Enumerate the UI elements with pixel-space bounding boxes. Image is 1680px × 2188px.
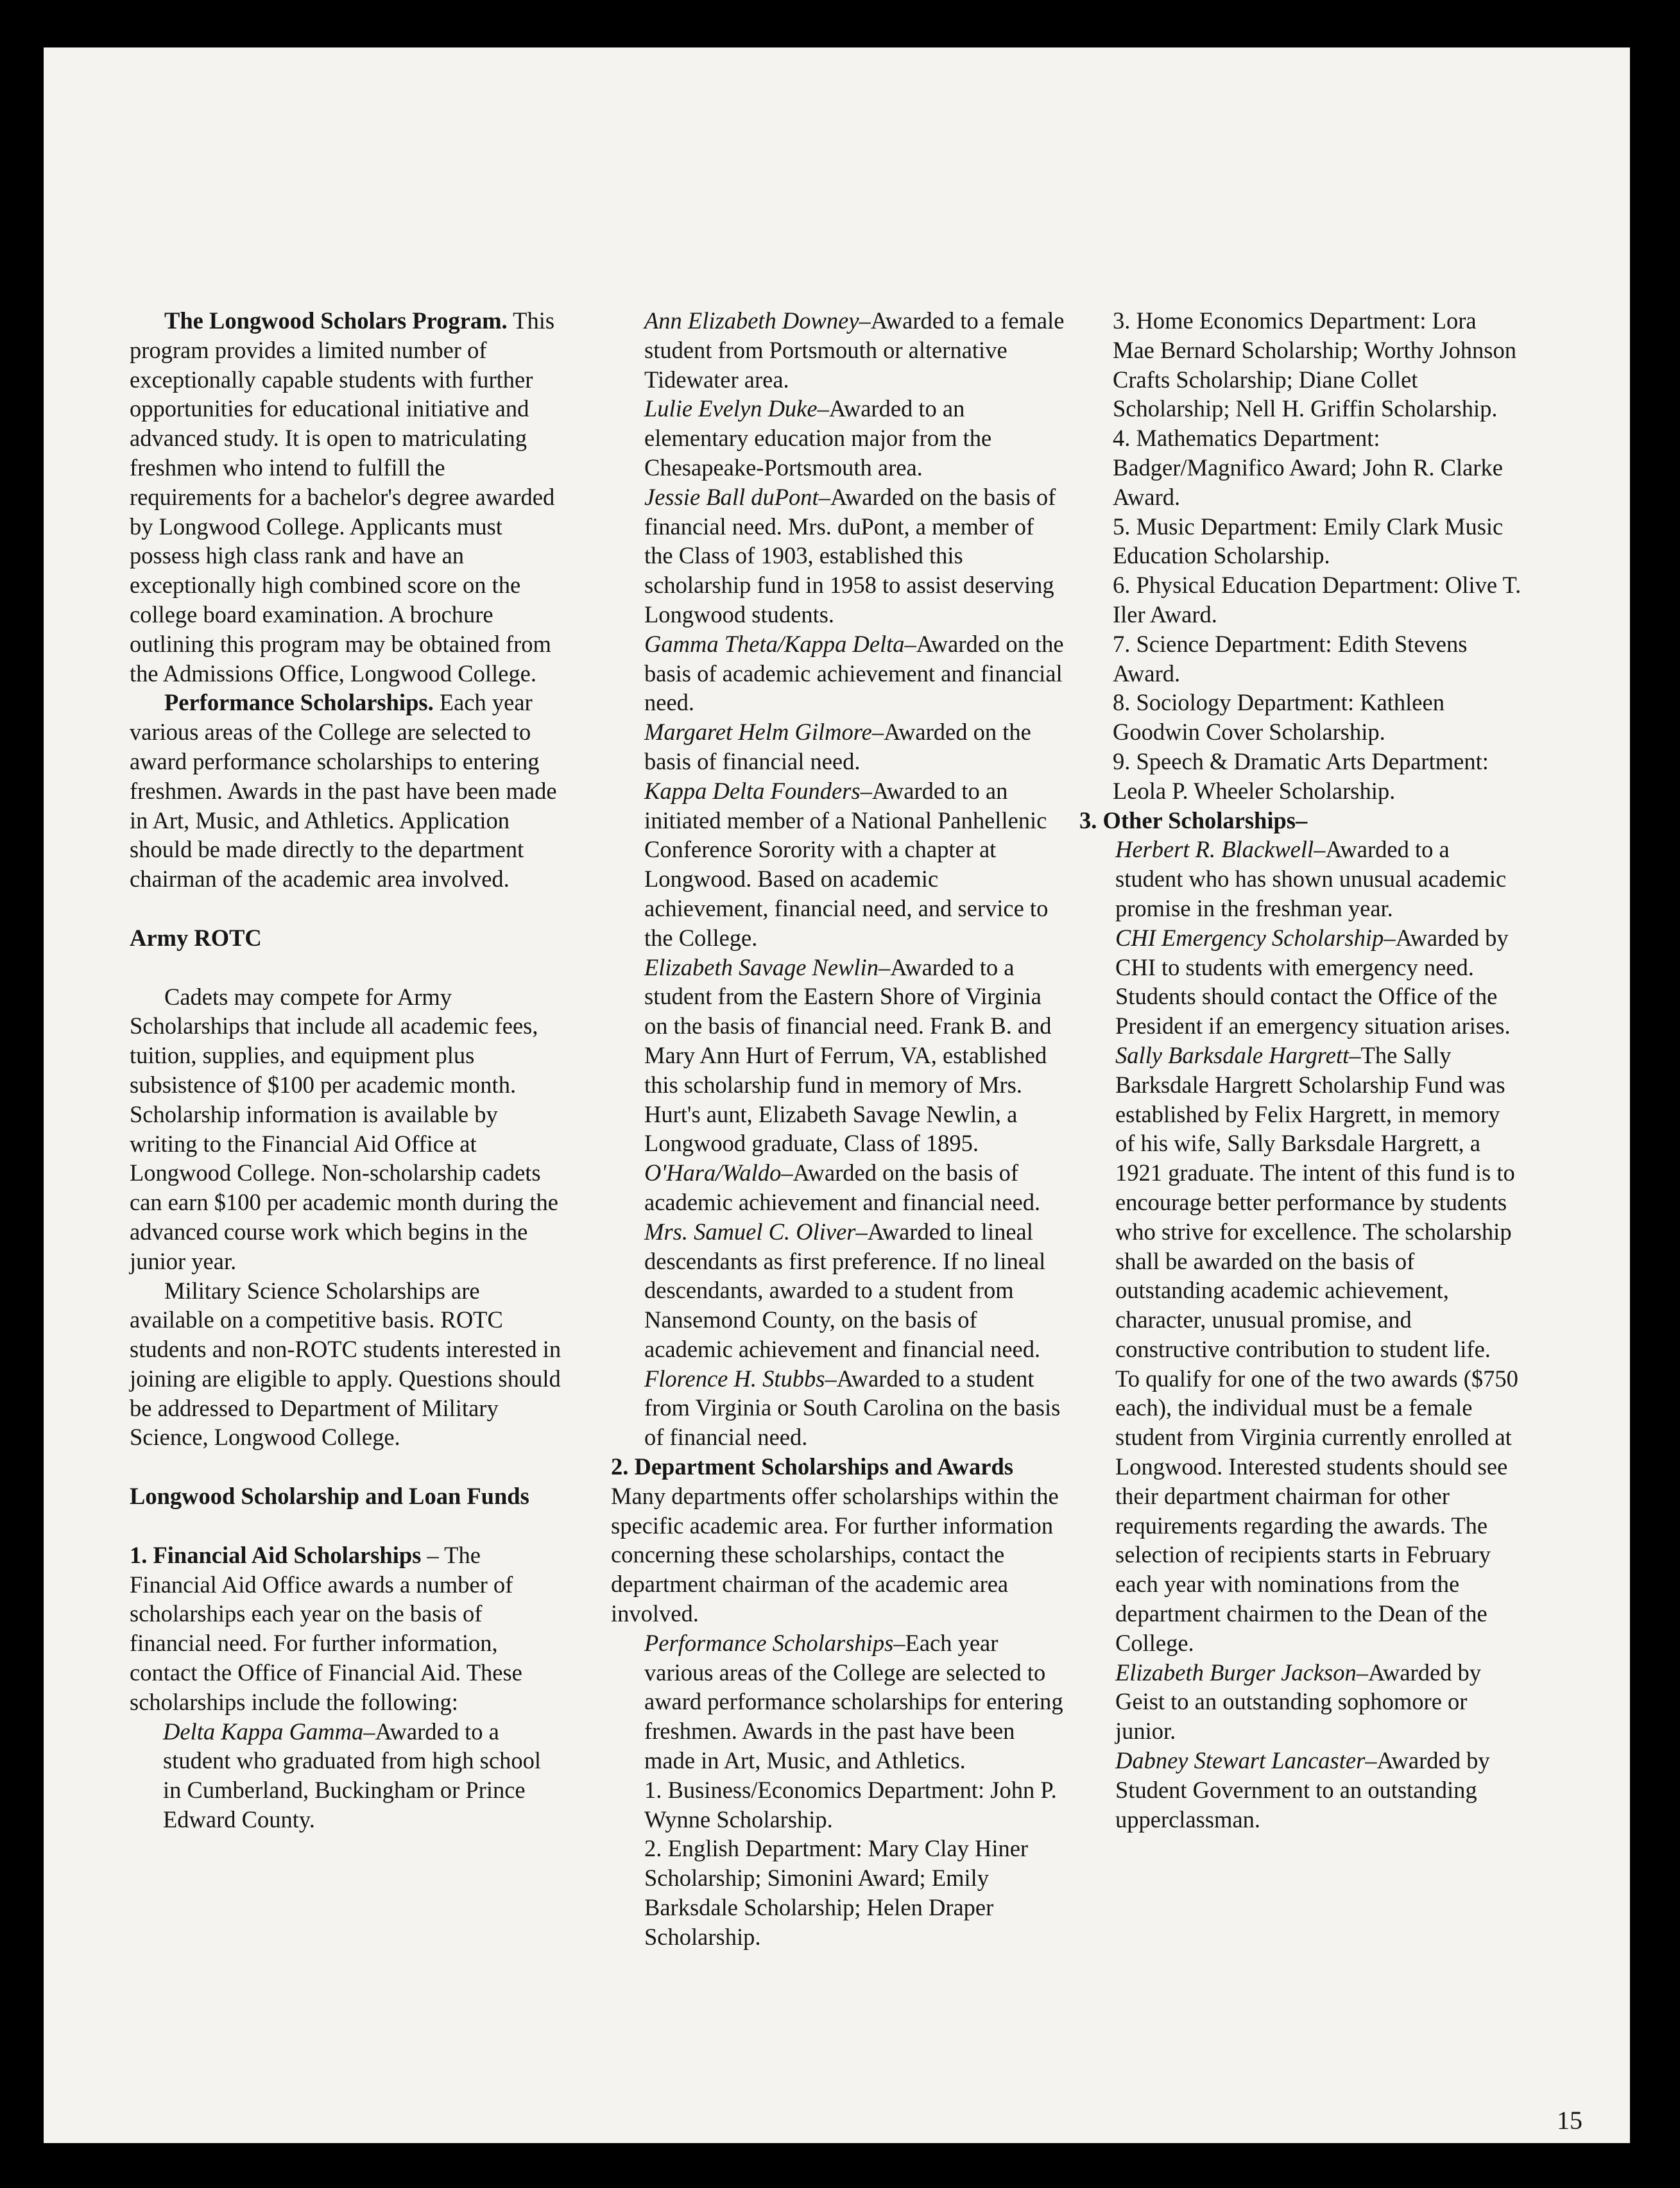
scholarship-name: Lulie Evelyn Duke bbox=[644, 395, 818, 422]
scholarship-name: Sally Barksdale Hargrett bbox=[1115, 1041, 1350, 1068]
scholarship-description: –Awarded to a student who has shown unusual academic promise in the freshman year. bbox=[1115, 836, 1507, 921]
scholarship-name: Delta Kappa Gamma bbox=[163, 1718, 364, 1745]
scholarship-name: Kappa Delta Founders bbox=[644, 777, 861, 804]
scholarship-description: –Awarded on the basis of academic achievement and financial need. bbox=[644, 1159, 1041, 1215]
page-number: 15 bbox=[1557, 2106, 1582, 2135]
scholarship-entry-newlin bbox=[611, 953, 1068, 1159]
performance-scholarships-text: Each year various areas of the College are selected to award performance scholarships to entering freshmen. Awards in the past have been made in Art, Music, and Athletics. Application should be made directly to the department chairman of the academic area involved. bbox=[130, 689, 557, 893]
scholarship-description: –Awarded to a female student from Portsmouth or alternative Tidewater area. bbox=[644, 307, 1065, 393]
other-scholarships-heading: 3. Other Scholarships– bbox=[1079, 807, 1308, 833]
department-item-home-economics: 3. Home Economics Department: Lora Mae Bernard Scholarship; Worthy Johnson Crafts Scholarship; Diane Collet Scholarship; Nell H. Griffin Scholarship. bbox=[1113, 307, 1516, 422]
scholarship-entry-blackwell bbox=[1079, 835, 1522, 923]
department-item-science: 7. Science Department: Edith Stevens Award. bbox=[1113, 630, 1468, 687]
scholarship-name: Herbert R. Blackwell bbox=[1115, 836, 1314, 863]
scholarship-entry-jackson bbox=[1079, 1658, 1522, 1746]
scholarship-entry-lancaster bbox=[1079, 1746, 1522, 1834]
column-2 bbox=[611, 306, 1068, 1952]
scholarship-description: –Awarded to a student from the Eastern Shore of Virginia on the basis of financial need. Frank B. and Mary Ann Hurt of Ferrum, VA, established this scholarship fund in memory of Mrs. Hurt's aunt, Elizabeth Savage Newlin, a Longwood graduate, Class of 1895. bbox=[644, 953, 1052, 1157]
scholarship-loan-funds-heading: Longwood Scholarship and Loan Funds bbox=[130, 1483, 529, 1510]
document-page bbox=[44, 47, 1630, 2143]
military-science-paragraph: Military Science Scholarships are available on a competitive basis. ROTC students and non-ROTC students interested in joining are eligible to apply. Questions should be addressed to Department of Military Science, Longwood College. bbox=[130, 1277, 561, 1451]
department-item-physical-education: 6. Physical Education Department: Olive T. Iler Award. bbox=[1113, 572, 1521, 628]
department-scholarships-heading: 2. Department Scholarships and Awards bbox=[611, 1453, 1013, 1480]
scholarship-entry-performance bbox=[611, 1628, 1068, 1775]
column-1 bbox=[130, 306, 563, 1834]
scholarship-description: –Awarded to an initiated member of a National Panhellenic Conference Sorority with a chapter at Longwood. Based on academic achievement, financial need, and service to the College. bbox=[644, 777, 1049, 951]
scholarship-entry-gamma-theta bbox=[611, 629, 1068, 717]
hargrett-qualification-paragraph: To qualify for one of the two awards ($750 each), the individual must be a female student from Virginia currently enrolled at Longwood. Interested students should see their department chairman for other requirements regarding the awards. The selection of recipients starts in February each year with nominations from the department chairmen to the Dean of the College. bbox=[1115, 1365, 1518, 1656]
scholarship-description: –Awarded to lineal descendants as first preference. If no lineal descendants, awarded to a student from Nansemond County, on the basis of academic achievement and financial need. bbox=[644, 1218, 1046, 1362]
scholarship-entry-duke bbox=[611, 394, 1068, 482]
army-scholarships-paragraph: Cadets may compete for Army Scholarships that include all academic fees, tuition, supplies, and equipment plus subsistence of $100 per academic month. Scholarship information is available by writing to the Financial Aid Office at Longwood College. Non-scholarship cadets can earn $100 per academic month during the advanced course work which begins in the junior year. bbox=[130, 983, 558, 1274]
scholarship-entry-hargrett bbox=[1079, 1041, 1522, 1364]
scholarship-description: –Awarded to an elementary education major from the Chesapeake-Portsmouth area. bbox=[644, 395, 992, 481]
scholarship-entry-delta-kappa-gamma bbox=[130, 1717, 563, 1834]
scholars-program-paragraph bbox=[130, 306, 563, 688]
scholarship-name: Mrs. Samuel C. Oliver bbox=[644, 1218, 856, 1245]
scholarship-entry-downey bbox=[611, 306, 1068, 394]
scholarship-entry-ohara-waldo bbox=[611, 1158, 1068, 1217]
department-item-speech-drama: 9. Speech & Dramatic Arts Department: Leola P. Wheeler Scholarship. bbox=[1113, 748, 1489, 804]
scholarship-name: Ann Elizabeth Downey bbox=[644, 307, 859, 334]
department-item-mathematics: 4. Mathematics Department: Badger/Magnifico Award; John R. Clarke Award. bbox=[1113, 425, 1503, 510]
scholarship-description: –Awarded by Geist to an outstanding sophomore or junior. bbox=[1115, 1659, 1482, 1745]
department-item-music: 5. Music Department: Emily Clark Music Education Scholarship. bbox=[1113, 513, 1504, 569]
army-rotc-heading: Army ROTC bbox=[130, 924, 262, 951]
scholarship-entry-gilmore bbox=[611, 717, 1068, 776]
scholarship-description: –Awarded on the basis of academic achievement and financial need. bbox=[644, 630, 1064, 716]
scholarship-name: Elizabeth Burger Jackson bbox=[1115, 1659, 1357, 1686]
financial-aid-text: – The Financial Aid Office awards a number of scholarships each year on the basis of financial need. For further information, contact the Office of Financial Aid. These scholarships include the following: bbox=[130, 1541, 522, 1715]
scholarship-name: Elizabeth Savage Newlin bbox=[644, 953, 879, 980]
scholarship-name: O'Hara/Waldo bbox=[644, 1159, 782, 1186]
scholars-program-text: This program provides a limited number of exceptionally capable students with further opportunities for educational initiative and advanced study. It is open to matriculating freshmen who intend to fulfill the requirements for a bachelor's degree awarded by Longwood College. Applicants must possess high class rank and have an exceptionally high combined score on the college board examination. A brochure outlining this program may be obtained from the Admissions Office, Longwood College. bbox=[130, 307, 555, 687]
department-item-english: 2. English Department: Mary Clay Hiner Scholarship; Simonini Award; Emily Barksdale Scholarship; Helen Draper Scholarship. bbox=[644, 1835, 1029, 1950]
scholarship-description: –Awarded to a student from Virginia or South Carolina on the basis of financial need. bbox=[644, 1365, 1061, 1451]
scholarship-name: Margaret Helm Gilmore bbox=[644, 719, 872, 746]
scholarship-entry-dupont bbox=[611, 483, 1068, 629]
scholarship-description: –Each year various areas of the College are selected to award performance scholarships for entering freshmen. Awards in the past have been made in Art, Music, and Athletics. bbox=[644, 1629, 1063, 1774]
department-item-sociology: 8. Sociology Department: Kathleen Goodwin Cover Scholarship. bbox=[1113, 689, 1444, 746]
scholarship-description: –Awarded on the basis of financial need. Mrs. duPont, a member of the Class of 1903, established this scholarship fund in 1958 to assist deserving Longwood students. bbox=[644, 483, 1056, 628]
scholarship-name: Gamma Theta/Kappa Delta bbox=[644, 630, 905, 657]
scholars-program-heading: The Longwood Scholars Program. bbox=[164, 307, 508, 334]
scholarship-description: –Awarded by Student Government to an outstanding upperclassman. bbox=[1115, 1747, 1490, 1833]
department-scholarships-paragraph: Many departments offer scholarships within the specific academic area. For further information concerning these scholarships, contact the department chairman of the academic area involved. bbox=[611, 1482, 1059, 1627]
scholarship-name: Florence H. Stubbs bbox=[644, 1365, 825, 1392]
scholarship-entry-kappa-delta-founders bbox=[611, 776, 1068, 953]
scholarship-description: –Awarded to a student who graduated from high school in Cumberland, Buckingham or Prince Edward County. bbox=[163, 1718, 541, 1833]
performance-scholarships-paragraph bbox=[130, 688, 563, 894]
performance-scholarships-heading: Performance Scholarships. bbox=[164, 689, 434, 716]
scholarship-name: Dabney Stewart Lancaster bbox=[1115, 1747, 1366, 1774]
scholarship-description: –The Sally Barksdale Hargrett Scholarship Fund was established by Felix Hargrett, in memory of his wife, Sally Barksdale Hargrett, a 1921 graduate. The intent of this fund is to encourage better performance by students who strive for excellence. The scholarship shall be awarded on the basis of outstanding academic achievement, character, unusual promise, and constructive contribution to student life. bbox=[1115, 1041, 1515, 1362]
column-3 bbox=[1079, 306, 1522, 1834]
scholarship-entry-stubbs bbox=[611, 1364, 1068, 1452]
financial-aid-heading: 1. Financial Aid Scholarships bbox=[130, 1541, 422, 1568]
scholarship-description: –Awarded on the basis of financial need. bbox=[644, 719, 1031, 774]
scholarship-description: –Awarded by CHI to students with emergency need. Students should contact the Office of the President if an emergency situation arises. bbox=[1115, 924, 1511, 1039]
department-item-business: 1. Business/Economics Department: John P. Wynne Scholarship. bbox=[644, 1776, 1057, 1833]
scholarship-entry-chi-emergency bbox=[1079, 923, 1522, 1041]
scholarship-entry-oliver bbox=[611, 1217, 1068, 1364]
financial-aid-paragraph bbox=[130, 1541, 563, 1717]
scholarship-name: CHI Emergency Scholarship bbox=[1115, 924, 1384, 951]
scholarship-name: Performance Scholarships bbox=[644, 1629, 894, 1656]
scholarship-name: Jessie Ball duPont bbox=[644, 483, 819, 510]
